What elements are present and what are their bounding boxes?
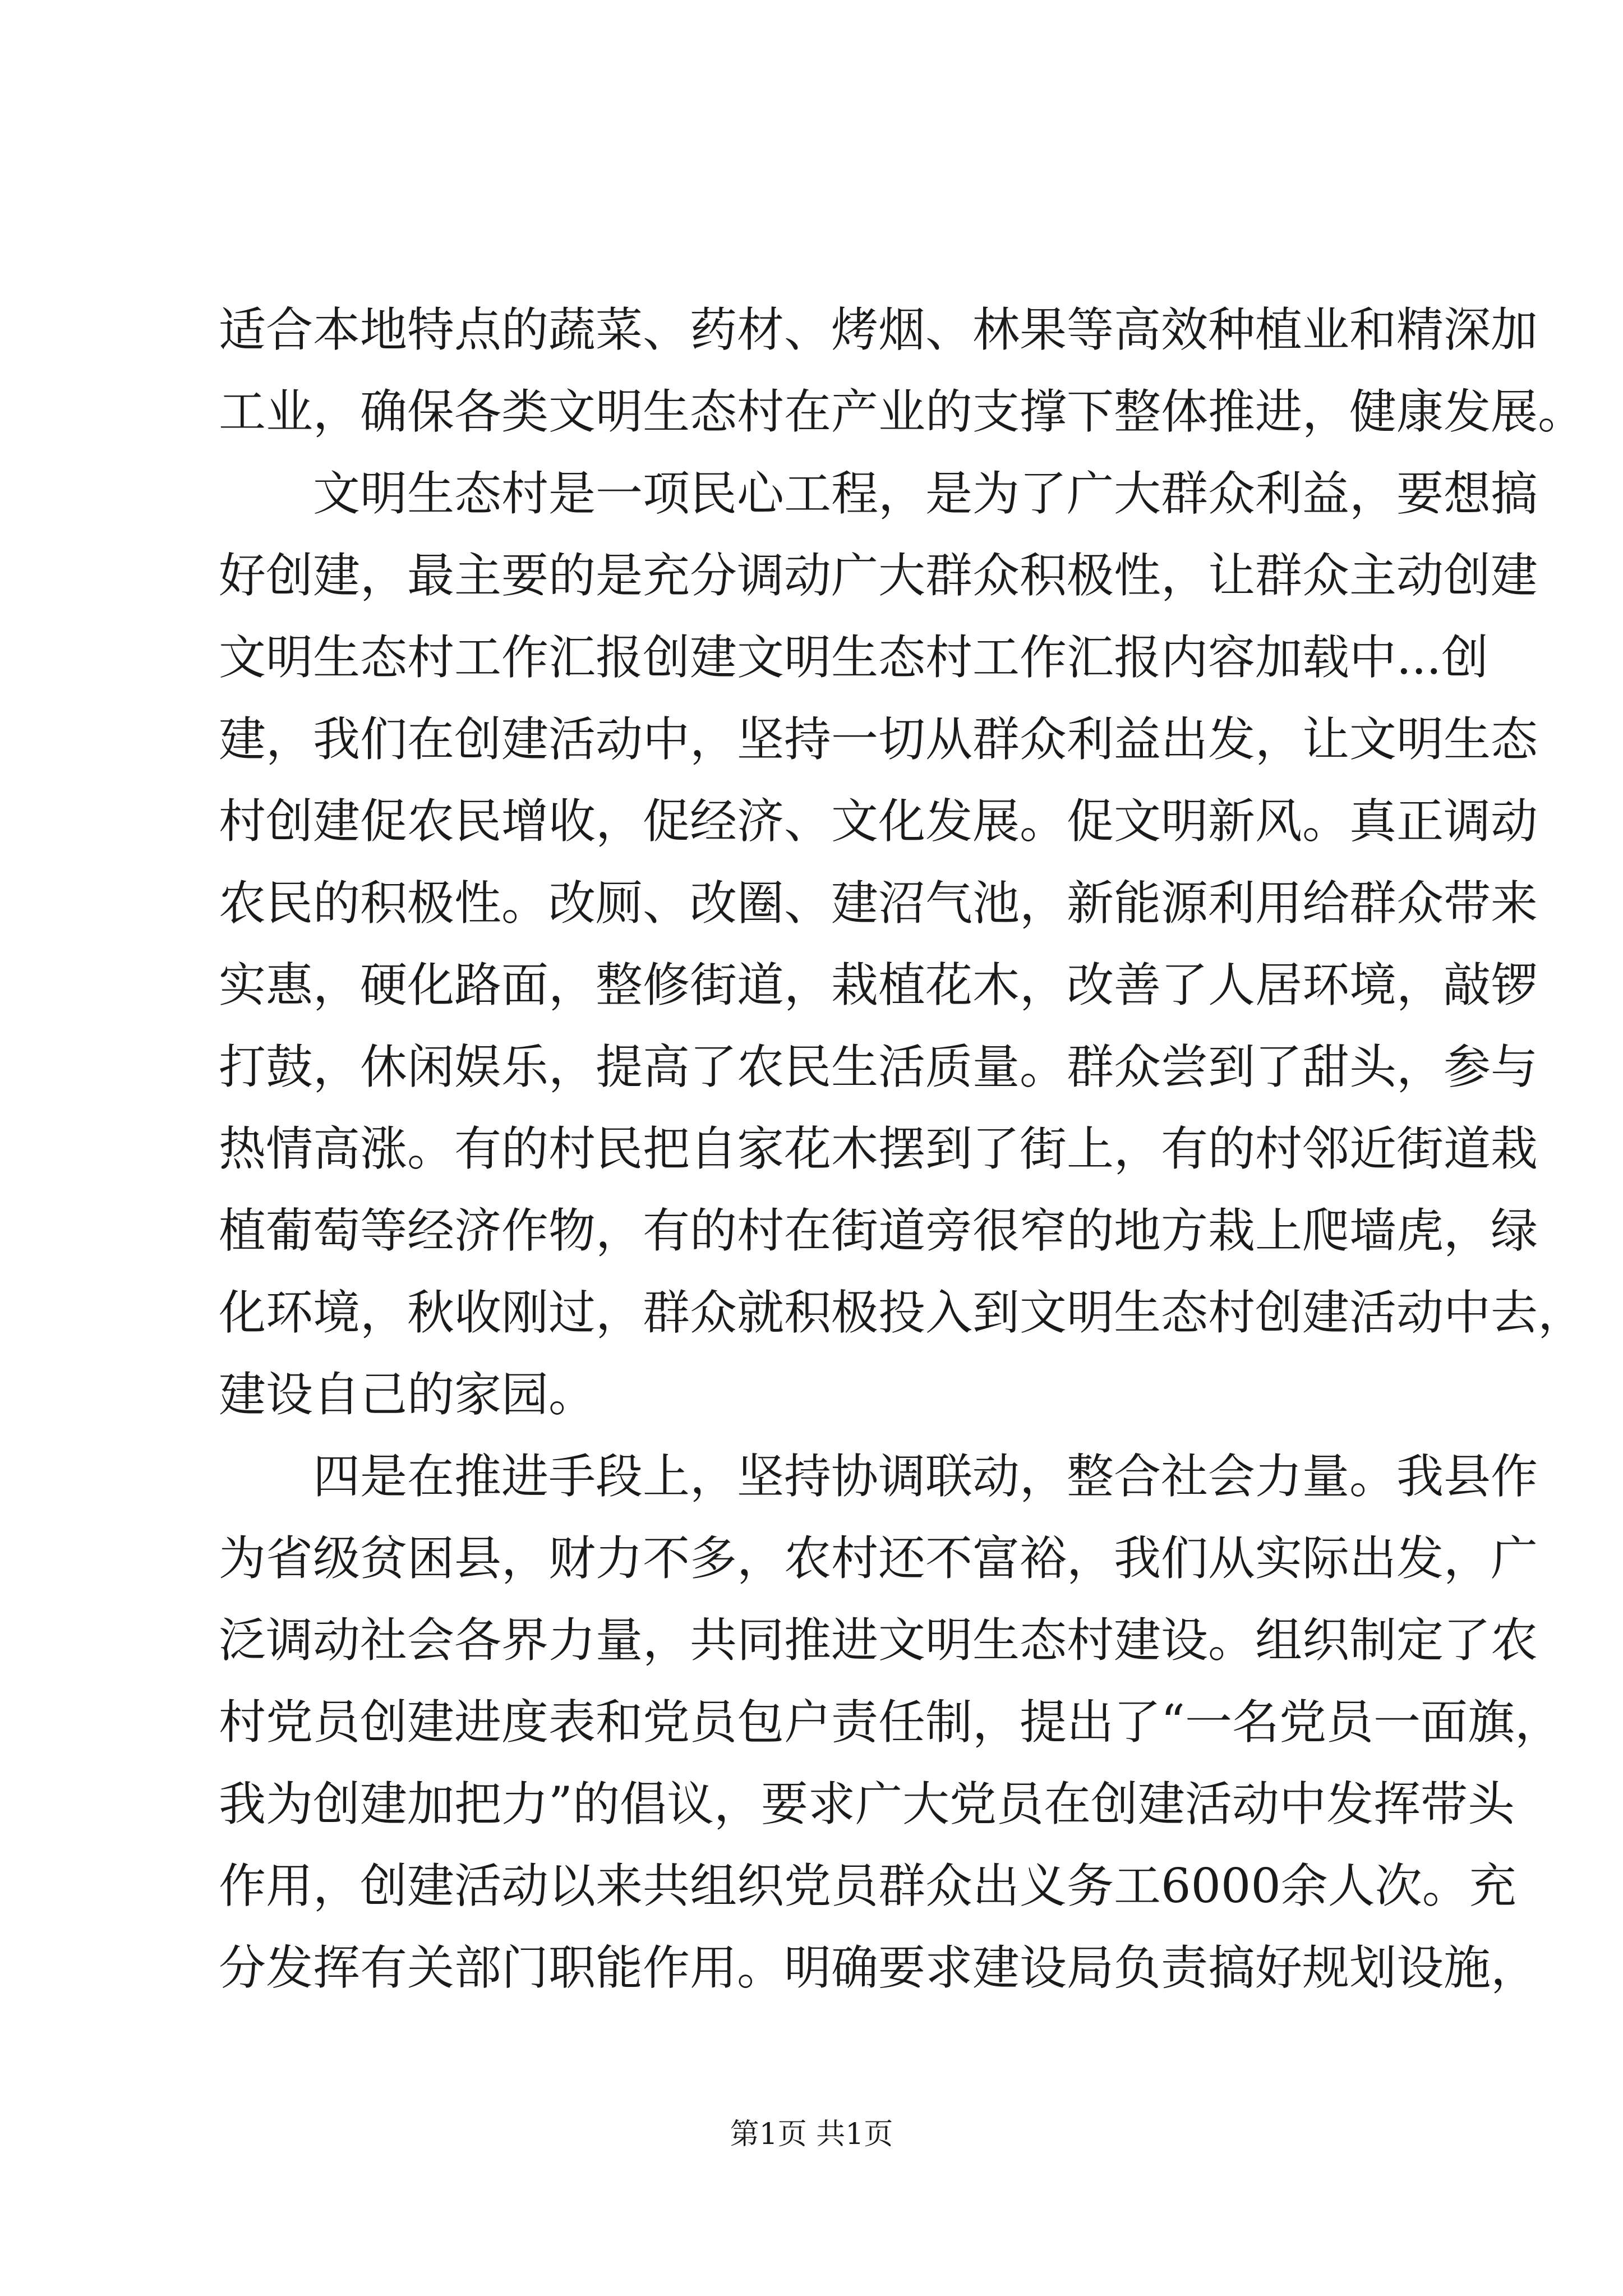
text-line: 文明生态村工作汇报创建文明生态村工作汇报内容加载中...创 bbox=[219, 630, 1489, 685]
text-line: 为省级贫困县，财力不多，农村还不富裕，我们从实际出发，广 bbox=[219, 1531, 1538, 1586]
text-line: 建，我们在创建活动中，坚持一切从群众利益出发，让文明生态 bbox=[219, 712, 1538, 767]
text-line: 好创建，最主要的是充分调动广大群众积极性，让群众主动创建 bbox=[219, 548, 1538, 603]
text-line: 分发挥有关部门职能作用。明确要求建设局负责搞好规划设施， bbox=[219, 1940, 1538, 1995]
text-line: 热情高涨。有的村民把自家花木摆到了街上，有的村邻近街道栽 bbox=[219, 1121, 1538, 1176]
text-line: 植葡萄等经济作物，有的村在街道旁很窄的地方栽上爬墙虎，绿 bbox=[219, 1203, 1538, 1258]
paragraph-start-line: 四是在推进手段上，坚持协调联动，整合社会力量。我县作 bbox=[313, 1449, 1538, 1504]
text-line: 泛调动社会各界力量，共同推进文明生态村建设。组织制定了农 bbox=[219, 1613, 1538, 1668]
text-line: 农民的积极性。改厕、改圈、建沼气池，新能源利用给群众带来 bbox=[219, 876, 1538, 931]
text-line: 工业，确保各类文明生态村在产业的支撑下整体推进，健康发展。 bbox=[219, 384, 1585, 439]
text-line: 作用，创建活动以来共组织党员群众出义务工6000余人次。充 bbox=[219, 1858, 1516, 1913]
text-line: 打鼓，休闲娱乐，提高了农民生活质量。群众尝到了甜头，参与 bbox=[219, 1039, 1538, 1094]
paragraph-end-line: 建设自己的家园。 bbox=[219, 1367, 596, 1422]
text-line: 村党员创建进度表和党员包户责任制，提出了“一名党员一面旗， bbox=[219, 1695, 1562, 1750]
text-line: 适合本地特点的蔬菜、药材、烤烟、林果等高效种植业和精深加 bbox=[219, 302, 1538, 357]
document-body bbox=[219, 289, 1585, 2009]
text-line: 实惠，硬化路面，整修街道，栽植花木，改善了人居环境，敲锣 bbox=[219, 958, 1538, 1013]
page-footer: 第1页 共1页 bbox=[730, 2118, 893, 2151]
text-line: 村创建促农民增收，促经济、文化发展。促文明新风。真正调动 bbox=[219, 794, 1538, 849]
text-line: 我为创建加把力”的倡议，要求广大党员在创建活动中发挥带头 bbox=[219, 1777, 1515, 1832]
paragraph-start-line: 文明生态村是一项民心工程，是为了广大群众利益，要想搞 bbox=[313, 466, 1538, 521]
text-line: 化环境，秋收刚过，群众就积极投入到文明生态村创建活动中去， bbox=[219, 1285, 1585, 1340]
